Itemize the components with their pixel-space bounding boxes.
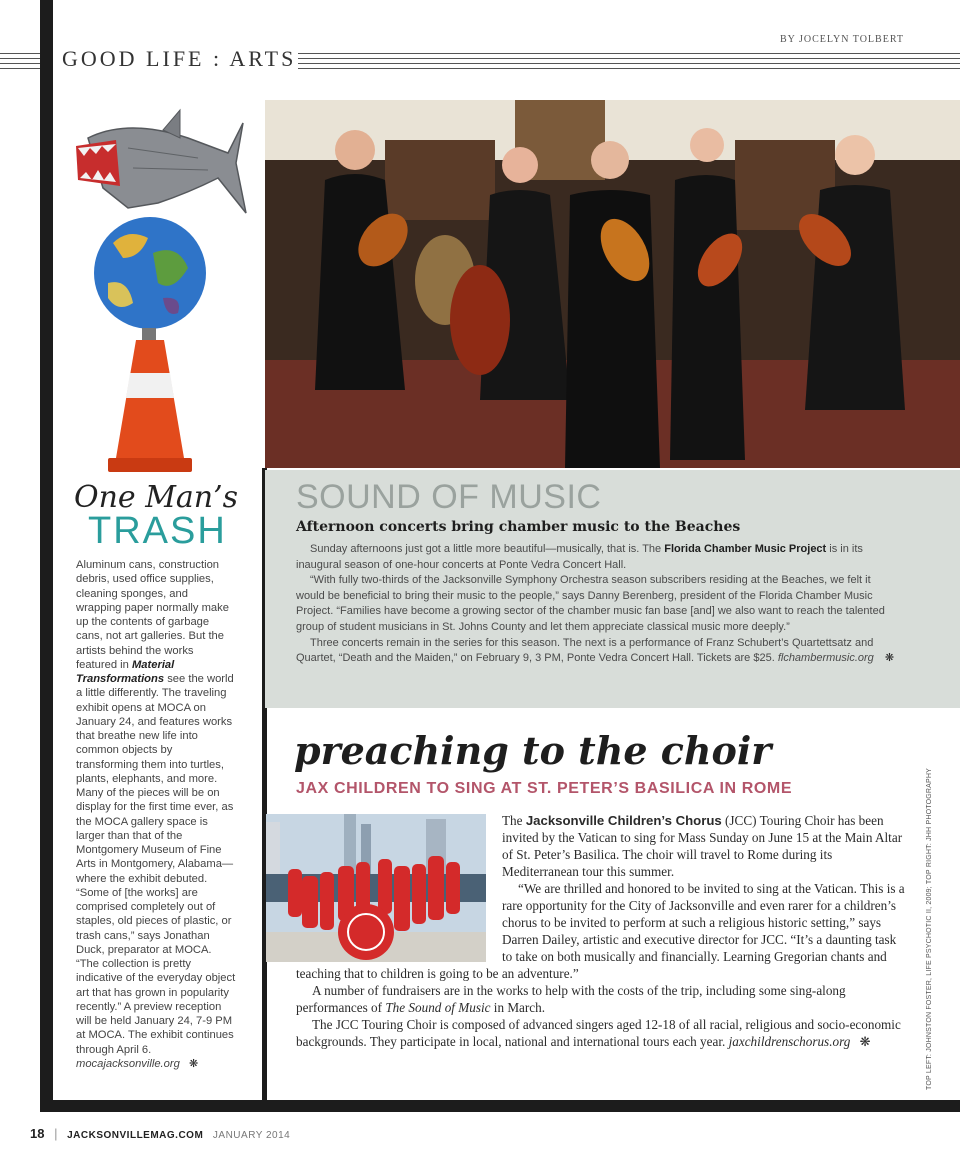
- sound-of-music-body: [296, 542, 902, 667]
- photo-credit: TOP LEFT: JOHNSTON FOSTER, LIFE PSYCHOTIC II, 2009; TOP RIGHT: JHH PHOTOGRAPHY: [926, 768, 933, 1090]
- choir-url: jaxchildrenschorus.org: [728, 1034, 851, 1049]
- trash-body-intro: Aluminum cans, construction debris, used office supplies, cleaning sponges, and wrapping paper normally make up the contents of garbage cans, not art galleries. But the artists behind the works featured in: [76, 559, 229, 671]
- som-p1-text: Sunday afternoons just got a little more beautiful—musically, that is. The: [310, 543, 662, 555]
- footer-separator: |: [54, 1126, 58, 1141]
- page-number: 18: [30, 1126, 45, 1141]
- choir-title: preaching to the choir: [294, 728, 772, 773]
- trash-title-line1: One Man’s: [74, 480, 239, 515]
- globe-sculpture: [94, 217, 206, 329]
- sound-of-music-subtitle: Afternoon concerts bring chamber music to the Beaches: [296, 519, 741, 535]
- trash-body-rest: see the world a little differently. The traveling exhibit opens at MOCA on January 24, and features works that breathe new life into common objects by transforming them into turtles, plants, elephants, and more. Many of the pieces will be on display for the first time ever, as the MOCA gallery space is larger than that of the Montgomery Museum of Fine Arts in Montgomery, Alabama—where the exhibit debuted. “Some of [the works] are comprised completely out of staples, old pieces of plastic, or trash cans,” says Jonathan Duck, preparator at MOCA. “The collection is pretty indicative of the everyday object art that has grown in popularity recently.” A preview reception will be held January 24, 7-9 PM at MOCA. The exhibit continues through April 6.: [76, 673, 236, 1056]
- section-label: GOOD LIFE : ARTS: [62, 46, 297, 71]
- som-p1-text-end: is in its inaugural season of one-hour concerts at Ponte Vedra Concert Hall.: [296, 543, 863, 571]
- show-title: The Sound of Music: [385, 1000, 491, 1015]
- trash-sculpture-image: [68, 108, 248, 478]
- page-border-left: [40, 0, 53, 1112]
- choir-paragraph-4: [296, 1016, 908, 1050]
- page-footer: [30, 1126, 290, 1141]
- magazine-url: JACKSONVILLEMAG.COM: [67, 1130, 204, 1141]
- choir-p1-text-end: (JCC) Touring Choir has been invited by the Vatican to sing for Mass Sunday on June 15 at the Main Altar of St. Peter’s Basilica. The choir will travel to Rome during its Mediterranean tour this summer.: [502, 813, 903, 879]
- trash-article-body: [76, 558, 236, 1071]
- org-name: Florida Chamber Music Project: [664, 543, 827, 555]
- sound-of-music-title: SOUND OF MUSIC: [296, 478, 602, 516]
- choir-p3-text-end: in March.: [493, 1000, 546, 1015]
- trash-title-line2: TRASH: [88, 510, 227, 552]
- end-mark: ❋: [188, 1057, 199, 1070]
- end-mark: ❋: [884, 652, 895, 665]
- som-paragraph-3: [296, 636, 902, 667]
- shark-sculpture: [76, 110, 246, 213]
- exhibit-name: Material Transformations: [76, 658, 175, 685]
- byline: BY JOCELYN TOLBERT: [780, 34, 904, 45]
- som-paragraph-2: “With fully two-thirds of the Jacksonville Symphony Orchestra season subscribers residing at the Beaches, we felt it would be beneficial to bring their music to the people,” says Danny Berenberg, president of the Florida Chamber Music Project. “Families have become a growing sector of the chamber music fan base [and] we also want to reach the talented group of student musicians in St. Johns County and let them appreciate classical music more deeply.”: [296, 574, 885, 633]
- som-p3-text: Three concerts remain in the series for this season. The next is a performance of Franz Schubert’s Quartettsatz and Quartet, “Death and the Maiden,” on February 9, 3 PM, Ponte Vedra Concert Hall. Tickets are $25.: [296, 636, 874, 665]
- som-url: flchambermusic.org: [777, 652, 874, 665]
- page-border-bottom: [40, 1100, 960, 1112]
- choir-p1-text: The: [502, 813, 523, 828]
- choir-article-body: [296, 812, 908, 1050]
- choir-paragraph-2: “We are thrilled and honored to be invited to sing at the Vatican. This is a rare opportunity for the City of Jacksonville and even rarer for a children’s chorus to be invited to perform at such a religious historic setting,” says Darren Dailey, artistic and executive director for JCC. “It’s a daunting task to take on both musically and financially. Learning Gregorian chants and teaching that to children is going to be an adventure.”: [296, 881, 905, 981]
- issue-date: JANUARY 2014: [212, 1130, 291, 1141]
- choir-p4-text: The JCC Touring Choir is composed of advanced singers aged 12-18 of all racial, religious and socio-economic backgrounds. They participate in local, national and international tours each year.: [296, 1017, 901, 1049]
- org-name: Jacksonville Children’s Chorus: [525, 813, 722, 828]
- trash-url: mocajacksonville.org: [76, 1057, 180, 1070]
- choir-subtitle: JAX CHILDREN TO SING AT ST. PETER’S BASILICA IN ROME: [296, 780, 793, 797]
- traffic-cone-sculpture: [108, 328, 192, 472]
- end-mark: ❋: [859, 1034, 871, 1049]
- som-paragraph-1: [296, 542, 902, 573]
- choir-paragraph-3: [296, 982, 908, 1016]
- choir-p3-text: A number of fundraisers are in the works to help with the costs of the trip, including some sing-along performances of: [296, 983, 846, 1015]
- photo-wrap-space: [296, 812, 502, 964]
- quartet-photo: [265, 100, 960, 468]
